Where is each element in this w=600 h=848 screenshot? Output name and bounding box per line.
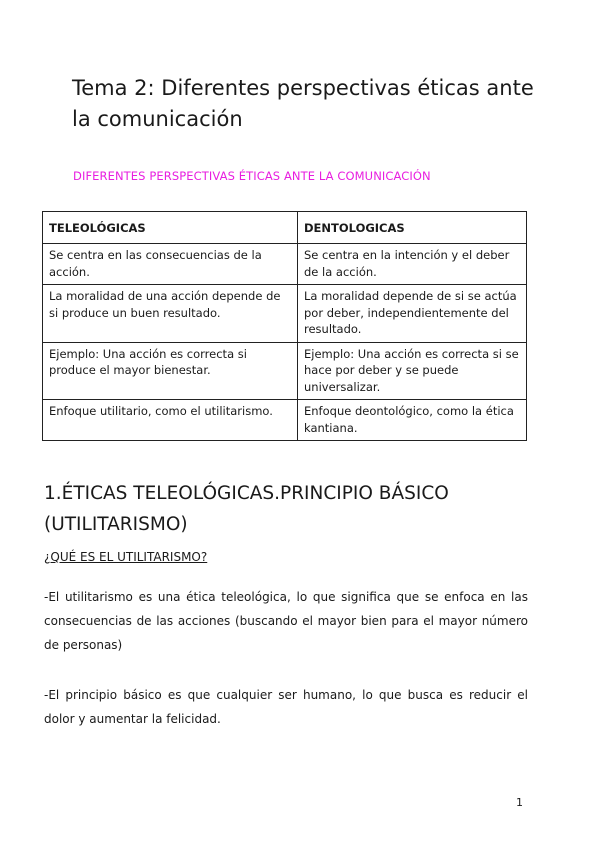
table-header-deontologicas: DENTOLOGICAS bbox=[298, 212, 527, 244]
table-header-row bbox=[43, 212, 527, 244]
table-header-teleologicas: TELEOLÓGICAS bbox=[43, 212, 298, 244]
table-row bbox=[43, 244, 527, 285]
table-row bbox=[43, 285, 527, 343]
paragraph: -El utilitarismo es una ética teleológica, lo que significa que se enfoca en las consecuencias de las acciones (buscando el mayor bien para el mayor número de personas) bbox=[44, 590, 528, 652]
table-cell: Ejemplo: Una acción es correcta si se hace por deber y se puede universalizar. bbox=[298, 342, 527, 400]
section-heading: 1.ÉTICAS TELEOLÓGICAS.PRINCIPIO BÁSICO (UTILITARISMO) bbox=[44, 483, 449, 535]
section-subtitle: DIFERENTES PERSPECTIVAS ÉTICAS ANTE LA COMUNICACIÓN bbox=[73, 169, 431, 183]
table-cell: La moralidad de una acción depende de si produce un buen resultado. bbox=[43, 285, 298, 343]
section-question: ¿QUÉ ES EL UTILITARISMO? bbox=[44, 550, 208, 564]
table-cell: Se centra en las consecuencias de la acción. bbox=[43, 244, 298, 285]
table-row bbox=[43, 400, 527, 441]
table-cell: Enfoque deontológico, como la ética kantiana. bbox=[298, 400, 527, 441]
table-cell: La moralidad depende de si se actúa por deber, independientemente del resultado. bbox=[298, 285, 527, 343]
table-row bbox=[43, 342, 527, 400]
page-number: 1 bbox=[516, 796, 523, 809]
page-title: Tema 2: Diferentes perspectivas éticas ante la comunicación bbox=[72, 76, 534, 131]
table-cell: Se centra en la intención y el deber de la acción. bbox=[298, 244, 527, 285]
table-cell: Enfoque utilitario, como el utilitarismo. bbox=[43, 400, 298, 441]
table-cell: Ejemplo: Una acción es correcta si produce el mayor bienestar. bbox=[43, 342, 298, 400]
paragraph: -El principio básico es que cualquier ser humano, lo que busca es reducir el dolor y aumentar la felicidad. bbox=[44, 688, 528, 726]
comparison-table bbox=[42, 211, 527, 441]
